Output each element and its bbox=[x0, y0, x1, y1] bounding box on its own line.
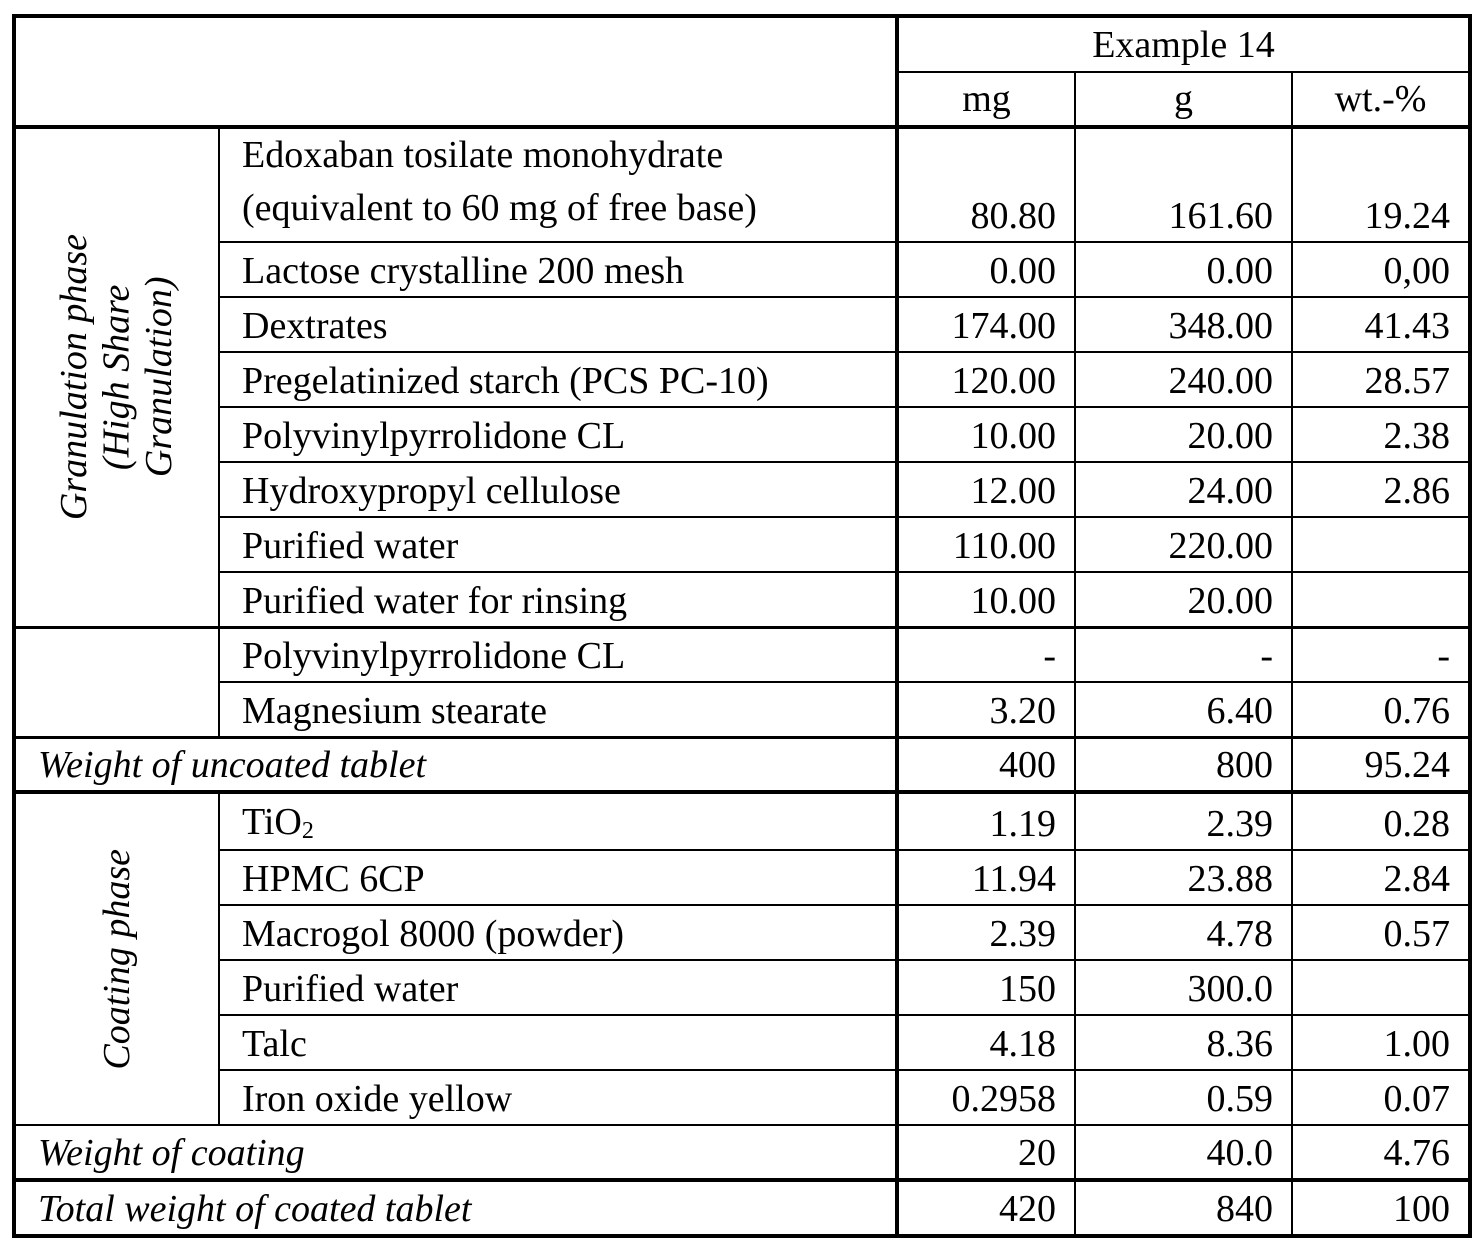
mg-value: 120.00 bbox=[897, 352, 1075, 407]
ingredient-name: Polyvinylpyrrolidone CL bbox=[219, 627, 897, 682]
ingredient-name: Purified water bbox=[219, 960, 897, 1015]
g-value: 23.88 bbox=[1075, 850, 1292, 905]
unit-wt-pct: wt.-% bbox=[1292, 72, 1470, 127]
pct-value: 19.24 bbox=[1292, 127, 1470, 242]
mg-value: 2.39 bbox=[897, 905, 1075, 960]
pct-value: 0.28 bbox=[1292, 792, 1470, 850]
mg-value: 150 bbox=[897, 960, 1075, 1015]
mg-value: 0.00 bbox=[897, 242, 1075, 297]
table-row bbox=[14, 352, 1470, 407]
g-value: 240.00 bbox=[1075, 352, 1292, 407]
ingredient-name: Talc bbox=[219, 1015, 897, 1070]
pct-value bbox=[1292, 517, 1470, 572]
name-line: (equivalent to 60 mg of free base) bbox=[242, 187, 757, 229]
ingredient-name: HPMC 6CP bbox=[219, 850, 897, 905]
mg-value: 420 bbox=[897, 1180, 1075, 1236]
ingredient-name: Purified water for rinsing bbox=[219, 572, 897, 627]
ingredient-name: Purified water bbox=[219, 517, 897, 572]
pct-value: 1.00 bbox=[1292, 1015, 1470, 1070]
g-value: 40.0 bbox=[1075, 1125, 1292, 1180]
pct-value: 2.84 bbox=[1292, 850, 1470, 905]
pct-value bbox=[1292, 572, 1470, 627]
table-row bbox=[14, 297, 1470, 352]
unit-g: g bbox=[1075, 72, 1292, 127]
header-row bbox=[14, 16, 1470, 72]
pct-value: 41.43 bbox=[1292, 297, 1470, 352]
unit-mg: mg bbox=[897, 72, 1075, 127]
table-row bbox=[14, 462, 1470, 517]
table-row bbox=[14, 682, 1470, 737]
g-value: 0.00 bbox=[1075, 242, 1292, 297]
mg-value: 20 bbox=[897, 1125, 1075, 1180]
mg-value: 174.00 bbox=[897, 297, 1075, 352]
total-weight-row bbox=[14, 1180, 1470, 1236]
mg-value: 110.00 bbox=[897, 517, 1075, 572]
table-row bbox=[14, 627, 1470, 682]
ingredient-name: Lactose crystalline 200 mesh bbox=[219, 242, 897, 297]
tio2-subscript: 2 bbox=[302, 818, 314, 844]
g-value: 2.39 bbox=[1075, 792, 1292, 850]
pct-value: 4.76 bbox=[1292, 1125, 1470, 1180]
ingredient-name bbox=[219, 792, 897, 850]
g-value: - bbox=[1075, 627, 1292, 682]
g-value: 8.36 bbox=[1075, 1015, 1292, 1070]
mg-value: 12.00 bbox=[897, 462, 1075, 517]
mg-value: 4.18 bbox=[897, 1015, 1075, 1070]
mg-value: 80.80 bbox=[897, 127, 1075, 242]
pct-value: 0,00 bbox=[1292, 242, 1470, 297]
table-row bbox=[14, 242, 1470, 297]
mg-value: 10.00 bbox=[897, 572, 1075, 627]
pct-value: 100 bbox=[1292, 1180, 1470, 1236]
phase-line: (High Share bbox=[96, 285, 138, 470]
g-value: 300.0 bbox=[1075, 960, 1292, 1015]
g-value: 6.40 bbox=[1075, 682, 1292, 737]
pct-value bbox=[1292, 960, 1470, 1015]
g-value: 840 bbox=[1075, 1180, 1292, 1236]
ingredient-name bbox=[219, 127, 897, 242]
mg-value: 10.00 bbox=[897, 407, 1075, 462]
mg-value: 3.20 bbox=[897, 682, 1075, 737]
g-value: 161.60 bbox=[1075, 127, 1292, 242]
g-value: 20.00 bbox=[1075, 572, 1292, 627]
pct-value: 0.07 bbox=[1292, 1070, 1470, 1125]
pct-value: 0.57 bbox=[1292, 905, 1470, 960]
header-blank-cell bbox=[14, 16, 897, 127]
table-row bbox=[14, 905, 1470, 960]
coating-weight-label: Weight of coating bbox=[14, 1125, 897, 1180]
uncoated-weight-row bbox=[14, 737, 1470, 792]
coating-phase-text: Coating phase bbox=[96, 849, 139, 1070]
g-value: 800 bbox=[1075, 737, 1292, 792]
mg-value: - bbox=[897, 627, 1075, 682]
table-row bbox=[14, 572, 1470, 627]
table-row bbox=[14, 1015, 1470, 1070]
blank-phase-cell bbox=[14, 627, 219, 737]
formulation-table bbox=[12, 14, 1472, 1238]
ingredient-name: Polyvinylpyrrolidone CL bbox=[219, 407, 897, 462]
mg-value: 0.2958 bbox=[897, 1070, 1075, 1125]
name-line: Edoxaban tosilate monohydrate bbox=[242, 134, 723, 176]
table-row bbox=[14, 960, 1470, 1015]
pct-value: 2.38 bbox=[1292, 407, 1470, 462]
pct-value: 95.24 bbox=[1292, 737, 1470, 792]
tio2-base: TiO bbox=[242, 801, 302, 843]
table-row bbox=[14, 1070, 1470, 1125]
uncoated-label: Weight of uncoated tablet bbox=[14, 737, 897, 792]
table-row bbox=[14, 407, 1470, 462]
ingredient-name: Iron oxide yellow bbox=[219, 1070, 897, 1125]
pct-value: - bbox=[1292, 627, 1470, 682]
example-header: Example 14 bbox=[897, 16, 1470, 72]
ingredient-name: Macrogol 8000 (powder) bbox=[219, 905, 897, 960]
table-row bbox=[14, 127, 1470, 242]
ingredient-name: Magnesium stearate bbox=[219, 682, 897, 737]
g-value: 348.00 bbox=[1075, 297, 1292, 352]
granulation-phase-label bbox=[14, 127, 219, 627]
g-value: 220.00 bbox=[1075, 517, 1292, 572]
mg-value: 1.19 bbox=[897, 792, 1075, 850]
pct-value: 0.76 bbox=[1292, 682, 1470, 737]
g-value: 0.59 bbox=[1075, 1070, 1292, 1125]
g-value: 20.00 bbox=[1075, 407, 1292, 462]
ingredient-name: Dextrates bbox=[219, 297, 897, 352]
pct-value: 2.86 bbox=[1292, 462, 1470, 517]
g-value: 24.00 bbox=[1075, 462, 1292, 517]
phase-line: Granulation phase bbox=[53, 234, 95, 520]
mg-value: 11.94 bbox=[897, 850, 1075, 905]
table-row bbox=[14, 850, 1470, 905]
table-row bbox=[14, 517, 1470, 572]
mg-value: 400 bbox=[897, 737, 1075, 792]
ingredient-name: Pregelatinized starch (PCS PC-10) bbox=[219, 352, 897, 407]
coating-phase-label bbox=[14, 792, 219, 1125]
table-row bbox=[14, 792, 1470, 850]
coating-weight-row bbox=[14, 1125, 1470, 1180]
g-value: 4.78 bbox=[1075, 905, 1292, 960]
pct-value: 28.57 bbox=[1292, 352, 1470, 407]
total-weight-label: Total weight of coated tablet bbox=[14, 1180, 897, 1236]
ingredient-name: Hydroxypropyl cellulose bbox=[219, 462, 897, 517]
phase-line: Granulation) bbox=[138, 277, 180, 478]
